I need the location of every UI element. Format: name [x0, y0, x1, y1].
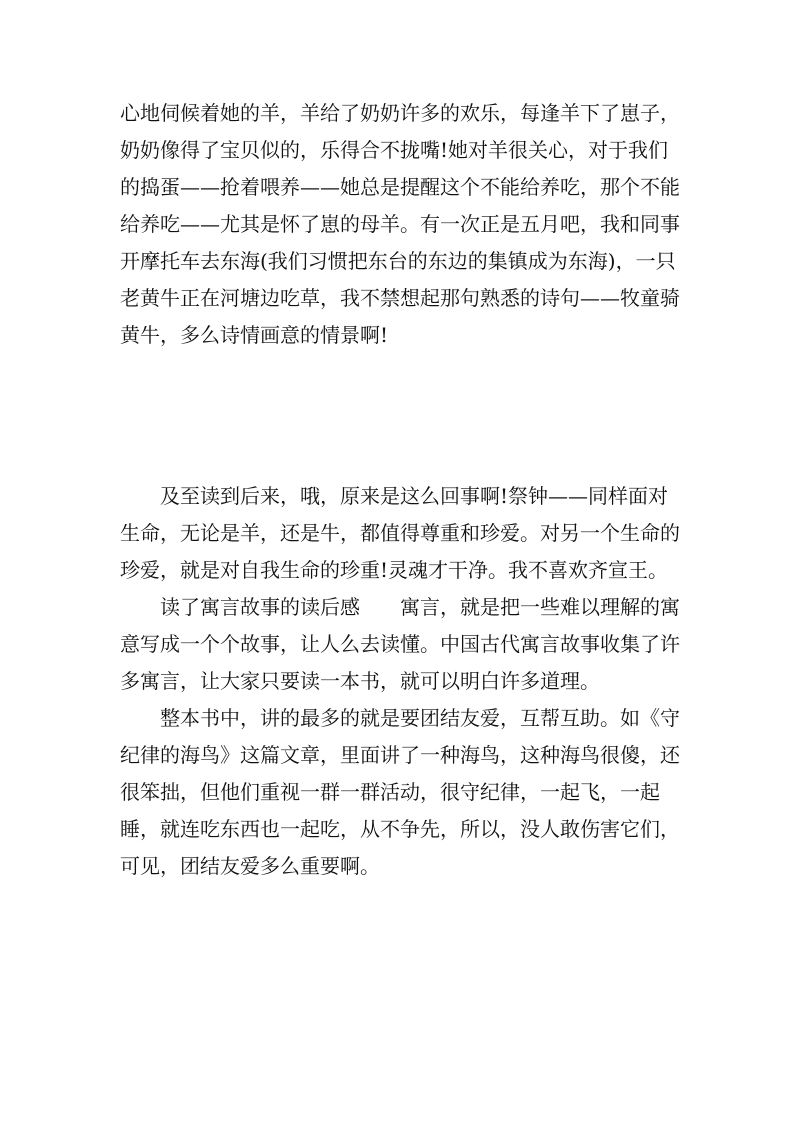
paragraph-2: 及至读到后来，哦，原来是这么回事啊!祭钟——同样面对生命，无论是羊，还是牛，都值得尊重和珍爱。对另一个生命的珍爱，就是对自我生命的珍重!灵魂才干净。我不喜欢齐宣王。	[120, 484, 680, 582]
text-section-bottom	[120, 478, 680, 885]
paragraph-3: 读了寓言故事的读后感 寓言，就是把一些难以理解的寓意写成一个个故事，让人么去读懂。中国古代寓言故事收集了许多寓言，让大家只要读一本书，就可以明白许多道理。	[120, 595, 680, 693]
paragraph-1: 心地伺候着她的羊，羊给了奶奶许多的欢乐，每逢羊下了崽子，奶奶像得了宝贝似的，乐得合不拢嘴!她对羊很关心，对于我们的捣蛋——抢着喂养——她总是提醒这个不能给养吃，那个不能给养吃——尤其是怀了崽的母羊。有一次正是五月吧，我和同事开摩托车去东海(我们习惯把东台的东边的集镇成为东海)，一只老黄牛正在河塘边吃草，我不禁想起那句熟悉的诗句——牧童骑黄牛，多么诗情画意的情景啊!	[120, 101, 680, 347]
text-section-top	[120, 95, 680, 354]
paragraph-4: 整本书中，讲的最多的就是要团结友爱，互帮互助。如《守纪律的海鸟》这篇文章，里面讲了一种海鸟，这种海鸟很傻，还很笨拙，但他们重视一群一群活动，很守纪律，一起飞，一起睡，就连吃东西也一起吃，从不争先，所以，没人敢伤害它们，可见，团结友爱多么重要啊。	[120, 706, 680, 878]
